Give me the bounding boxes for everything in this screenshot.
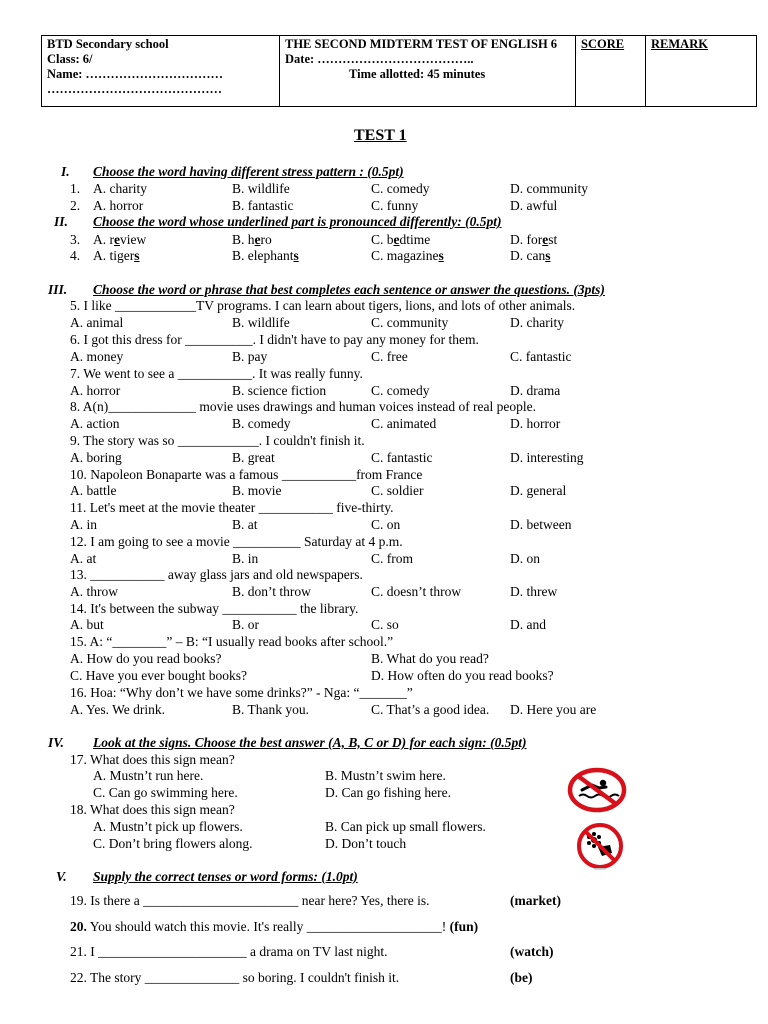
section-5-number: V. xyxy=(56,869,67,884)
student-info-cell xyxy=(42,36,280,107)
q4-option-b: B. elephants xyxy=(232,248,299,263)
q10-option-a: A. battle xyxy=(70,483,117,498)
q18-option-b: B. Can pick up small flowers. xyxy=(325,819,486,834)
q5-option-c: C. community xyxy=(371,315,449,330)
q18-option-d: D. Don’t touch xyxy=(325,836,407,851)
q14-option-c: C. so xyxy=(371,617,399,632)
q9-option-b: B. great xyxy=(232,450,275,465)
q14-option-a: A. but xyxy=(70,617,104,632)
q6-option-a: A. money xyxy=(70,349,124,364)
q13-option-b: B. don’t throw xyxy=(232,584,311,599)
class-field: Class: 6/ xyxy=(47,52,93,66)
q6-option-b: B. pay xyxy=(232,349,268,364)
no-swimming-sign-icon xyxy=(566,766,628,814)
q9-option-a: A. boring xyxy=(70,450,122,465)
q10-option-c: C. soldier xyxy=(371,483,424,498)
q18-option-a: A. Mustn’t pick up flowers. xyxy=(93,819,243,834)
q12-stem: 12. I am going to see a movie __________ Saturday at 4 p.m. xyxy=(70,534,403,549)
q16-option-d: D. Here you are xyxy=(510,702,597,717)
q15-option-b: B. What do you read? xyxy=(371,651,489,666)
q5-option-b: B. wildlife xyxy=(232,315,290,330)
section-3-number: III. xyxy=(48,282,68,297)
q7-stem: 7. We went to see a ___________. It was really funny. xyxy=(70,366,363,381)
test-title: TEST 1 xyxy=(354,127,407,144)
q13-stem: 13. ___________ away glass jars and old newspapers. xyxy=(70,567,363,582)
q5-option-d: D. charity xyxy=(510,315,564,330)
q1-option-d: D. community xyxy=(510,181,588,196)
q7-option-d: D. drama xyxy=(510,383,561,398)
q9-option-d: D. interesting xyxy=(510,450,584,465)
q1-option-b: B. wildlife xyxy=(232,181,290,196)
q20-stem: 20. You should watch this movie. It's really ____________________! (fun) xyxy=(70,919,479,934)
q14-option-d: D. and xyxy=(510,617,546,632)
q11-option-b: B. at xyxy=(232,517,258,532)
q3-option-d: D. forest xyxy=(510,232,558,247)
time-allotted: Time allotted: 45 minutes xyxy=(349,67,486,81)
q17-option-c: C. Can go swimming here. xyxy=(93,785,238,800)
q2-option-a: A. horror xyxy=(93,198,144,213)
q8-stem: 8. A(n)_____________ movie uses drawings and human voices instead of real people. xyxy=(70,399,537,414)
q15-option-c: C. Have you ever bought books? xyxy=(70,668,247,683)
q10-option-b: B. movie xyxy=(232,483,282,498)
q15-option-a: A. How do you read books? xyxy=(70,651,222,666)
q2-number: 2. xyxy=(70,198,81,213)
q21-hint: (watch) xyxy=(510,944,554,959)
q2-option-d: D. awful xyxy=(510,198,558,213)
q10-stem: 10. Napoleon Bonaparte was a famous ___________from France xyxy=(70,467,423,482)
q11-option-c: C. on xyxy=(371,517,401,532)
q11-stem: 11. Let's meet at the movie theater ___________ five-thirty. xyxy=(70,500,394,515)
q8-option-a: A. action xyxy=(70,416,120,431)
q4-option-c: C. magazines xyxy=(371,248,444,263)
q7-option-c: C. comedy xyxy=(371,383,430,398)
header-table xyxy=(41,35,757,107)
q6-option-c: C. free xyxy=(371,349,408,364)
q18-option-c: C. Don’t bring flowers along. xyxy=(93,836,253,851)
q17-option-b: B. Mustn’t swim here. xyxy=(325,768,446,783)
q8-option-c: C. animated xyxy=(371,416,437,431)
q8-option-b: B. comedy xyxy=(232,416,291,431)
q13-option-d: D. threw xyxy=(510,584,558,599)
test-heading: THE SECOND MIDTERM TEST OF ENGLISH 6 xyxy=(285,37,558,51)
section-2-number: II. xyxy=(54,214,68,229)
q11-option-d: D. between xyxy=(510,517,572,532)
q16-option-c: C. That’s a good idea. xyxy=(371,702,490,717)
q13-option-c: C. doesn’t throw xyxy=(371,584,462,599)
q18-stem: 18. What does this sign mean? xyxy=(70,802,235,817)
q1-option-c: C. comedy xyxy=(371,181,430,196)
section-5-title: Supply the correct tenses or word forms: (1.0pt) xyxy=(93,869,358,884)
q4-option-a: A. tigers xyxy=(93,248,140,263)
q21-stem: 21. I ______________________ a drama on TV last night. xyxy=(70,944,388,959)
q5-stem: 5. I like ____________TV programs. I can learn about tigers, lions, and lots of other animals. xyxy=(70,298,576,313)
q13-option-a: A. throw xyxy=(70,584,118,599)
q3-number: 3. xyxy=(70,232,81,247)
q19-stem: 19. Is there a _______________________ near here? Yes, there is. xyxy=(70,893,430,908)
q5-option-a: A. animal xyxy=(70,315,124,330)
test-info-cell xyxy=(280,36,576,107)
q22-hint: (be) xyxy=(510,970,533,985)
q12-option-c: C. from xyxy=(371,551,413,566)
school-name: BTD Secondary school xyxy=(47,37,169,51)
q16-option-a: A. Yes. We drink. xyxy=(70,702,166,717)
q7-option-a: A. horror xyxy=(70,383,121,398)
q14-option-b: B. or xyxy=(232,617,259,632)
name-dots: …………………………………… xyxy=(47,82,222,96)
q4-number: 4. xyxy=(70,248,81,263)
name-field: Name: …………………………… xyxy=(47,67,224,81)
q14-stem: 14. It's between the subway ___________ the library. xyxy=(70,601,359,616)
q7-option-b: B. science fiction xyxy=(232,383,327,398)
q2-option-b: B. fantastic xyxy=(232,198,294,213)
remark-cell xyxy=(646,36,757,107)
section-3-title: Choose the word or phrase that best completes each sentence or answer the questions. (3pts) xyxy=(93,282,605,297)
q4-option-d: D. cans xyxy=(510,248,551,263)
remark-label: REMARK xyxy=(651,37,708,51)
section-4-number: IV. xyxy=(48,735,64,750)
q10-option-d: D. general xyxy=(510,483,567,498)
q9-option-c: C. fantastic xyxy=(371,450,433,465)
q16-stem: 16. Hoa: “Why don’t we have some drinks?” - Nga: “_______” xyxy=(70,685,413,700)
q15-option-d: D. How often do you read books? xyxy=(371,668,554,683)
q11-option-a: A. in xyxy=(70,517,97,532)
q15-stem: 15. A: “________” – B: “I usually read books after school.” xyxy=(70,634,394,649)
q19-hint: (market) xyxy=(510,893,561,908)
section-1-number: I. xyxy=(61,164,70,179)
q12-option-a: A. at xyxy=(70,551,97,566)
q17-option-a: A. Mustn’t run here. xyxy=(93,768,204,783)
section-2-title: Choose the word whose underlined part is pronounced differently: (0.5pt) xyxy=(93,214,502,229)
q3-option-b: B. hero xyxy=(232,232,272,247)
q3-option-a: A. review xyxy=(93,232,147,247)
q8-option-d: D. horror xyxy=(510,416,561,431)
q3-option-c: C. bedtime xyxy=(371,232,431,247)
q1-option-a: A. charity xyxy=(93,181,147,196)
q22-stem: 22. The story ______________ so boring. I couldn't finish it. xyxy=(70,970,400,985)
section-1-title: Choose the word having different stress pattern : (0.5pt) xyxy=(93,164,404,179)
q1-number: 1. xyxy=(70,181,81,196)
q12-option-b: B. in xyxy=(232,551,259,566)
q17-stem: 17. What does this sign mean? xyxy=(70,752,235,767)
q6-stem: 6. I got this dress for __________. I didn't have to pay any money for them. xyxy=(70,332,479,347)
q6-option-d: C. fantastic xyxy=(510,349,572,364)
score-label: SCORE xyxy=(581,37,625,51)
q2-option-c: C. funny xyxy=(371,198,419,213)
score-cell xyxy=(576,36,646,107)
q17-option-d: D. Can go fishing here. xyxy=(325,785,451,800)
section-4-title: Look at the signs. Choose the best answer (A, B, C or D) for each sign: (0.5pt) xyxy=(93,735,527,750)
q12-option-d: D. on xyxy=(510,551,540,566)
no-picking-flowers-sign-icon xyxy=(572,823,628,873)
date-field: Date: ……………………………….. xyxy=(285,52,474,66)
q9-stem: 9. The story was so ____________. I couldn't finish it. xyxy=(70,433,365,448)
q16-option-b: B. Thank you. xyxy=(232,702,309,717)
